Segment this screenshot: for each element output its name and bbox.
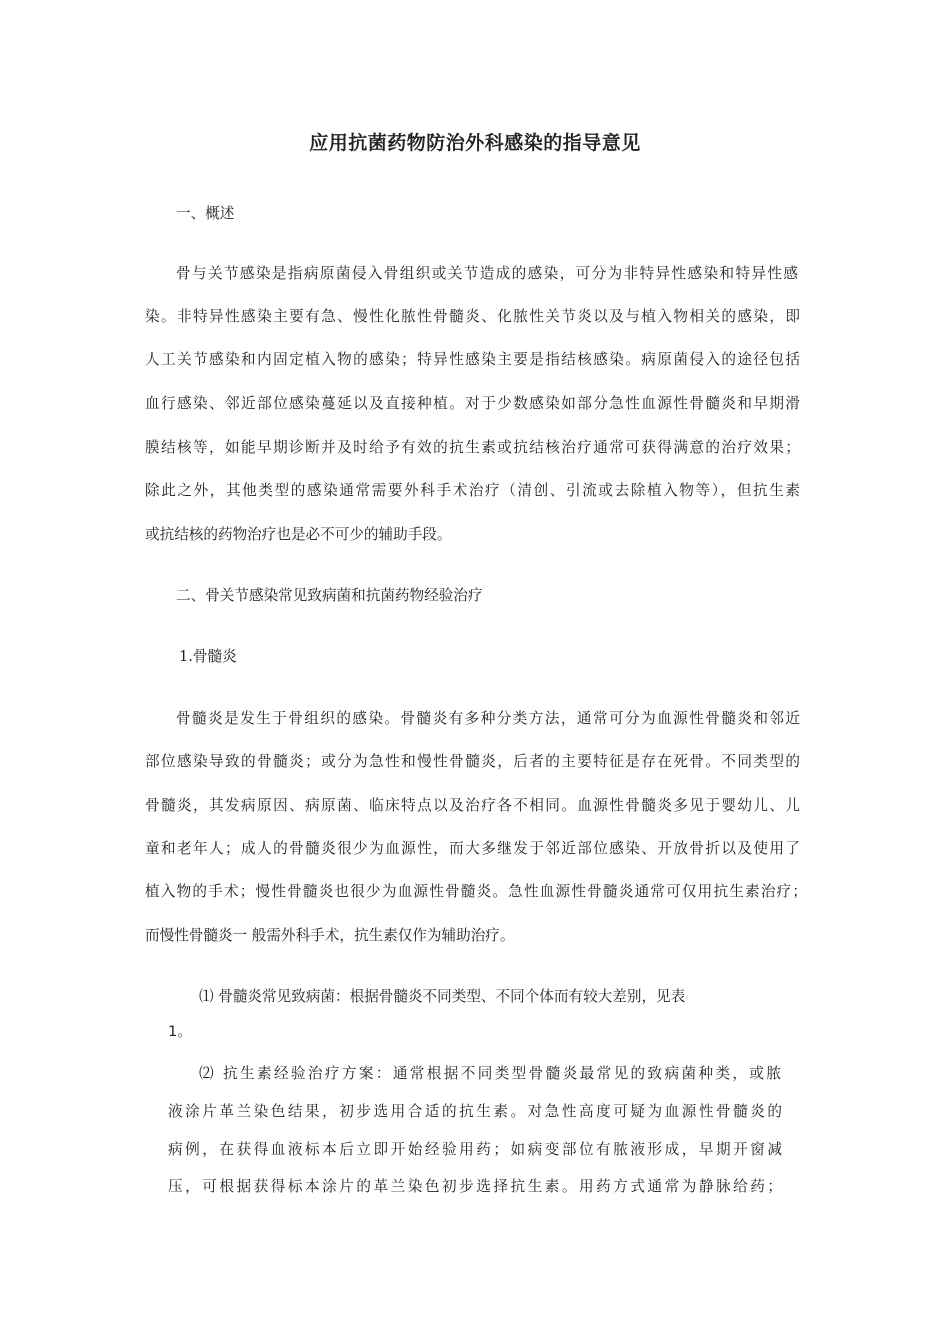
list-item-line: 1。 [168, 1023, 192, 1040]
paragraph-line: 骨髓炎是发生于骨组织的感染。骨髓炎有多种分类方法，通常可分为血源性骨髓炎和邻近 [176, 710, 800, 727]
paragraph-line: 染。非特异性感染主要有急、慢性化脓性骨髓炎、化脓性关节炎以及与植入物相关的感染，即 [145, 308, 800, 325]
section-heading-pathogens: 二、骨关节感染常见致病菌和抗菌药物经验治疗 [176, 587, 483, 604]
paragraph-line: 除此之外，其他类型的感染通常需要外科手术治疗（清创、引流或去除植入物等），但抗生素 [145, 482, 800, 499]
paragraph-line: 人工关节感染和内固定植入物的感染；特异性感染主要是指结核感染。病原菌侵入的途径包括 [145, 351, 800, 368]
paragraph-line: 部位感染导致的骨髓炎；或分为急性和慢性骨髓炎，后者的主要特征是存在死骨。不同类型的 [145, 753, 800, 770]
list-item-line: ⑵ 抗生素经验治疗方案：通常根据不同类型骨髓炎最常见的致病菌种类，或脓 [199, 1065, 781, 1082]
paragraph-line: 膜结核等，如能早期诊断并及时给予有效的抗生素或抗结核治疗通常可获得满意的治疗效果； [145, 439, 800, 456]
paragraph-line: 血行感染、邻近部位感染蔓延以及直接种植。对于少数感染如部分急性血源性骨髓炎和早期滑 [145, 395, 800, 412]
list-item-line: 液涂片革兰染色结果，初步选用合适的抗生素。对急性高度可疑为血源性骨髓炎的 [168, 1103, 782, 1120]
paragraph-line: 植入物的手术；慢性骨髓炎也很少为血源性骨髓炎。急性血源性骨髓炎通常可仅用抗生素治疗； [145, 883, 807, 900]
paragraph-line: 童和老年人；成人的骨髓炎很少为血源性，而大多继发于邻近部位感染、开放骨折以及使用了 [145, 840, 800, 857]
paragraph-line: 而慢性骨髓炎一 般需外科手术，抗生素仅作为辅助治疗。 [145, 927, 515, 944]
list-item-line: 压，可根据获得标本涂片的革兰染色初步选择抗生素。用药方式通常为静脉给药； [168, 1178, 782, 1195]
subsection-heading-osteomyelitis: 1.骨髓炎 [179, 648, 237, 665]
paragraph-line: 骨与关节感染是指病原菌侵入骨组织或关节造成的感染，可分为非特异性感染和特异性感 [176, 265, 798, 282]
section-heading-overview: 一、概述 [176, 205, 235, 222]
paragraph-line: 或抗结核的药物治疗也是必不可少的辅助手段。 [145, 526, 452, 543]
paragraph-line: 骨髓炎，其发病原因、病原菌、临床特点以及治疗各不相同。血源性骨髓炎多见于婴幼儿、儿 [145, 797, 800, 814]
list-item-line: ⑴ 骨髓炎常见致病菌：根据骨髓炎不同类型、不同个体而有较大差别，见表 [199, 988, 686, 1005]
page-title: 应用抗菌药物防治外科感染的指导意见 [309, 132, 641, 154]
list-item-line: 病例，在获得血液标本后立即开始经验用药；如病变部位有脓液形成，早期开窗减 [168, 1141, 782, 1158]
